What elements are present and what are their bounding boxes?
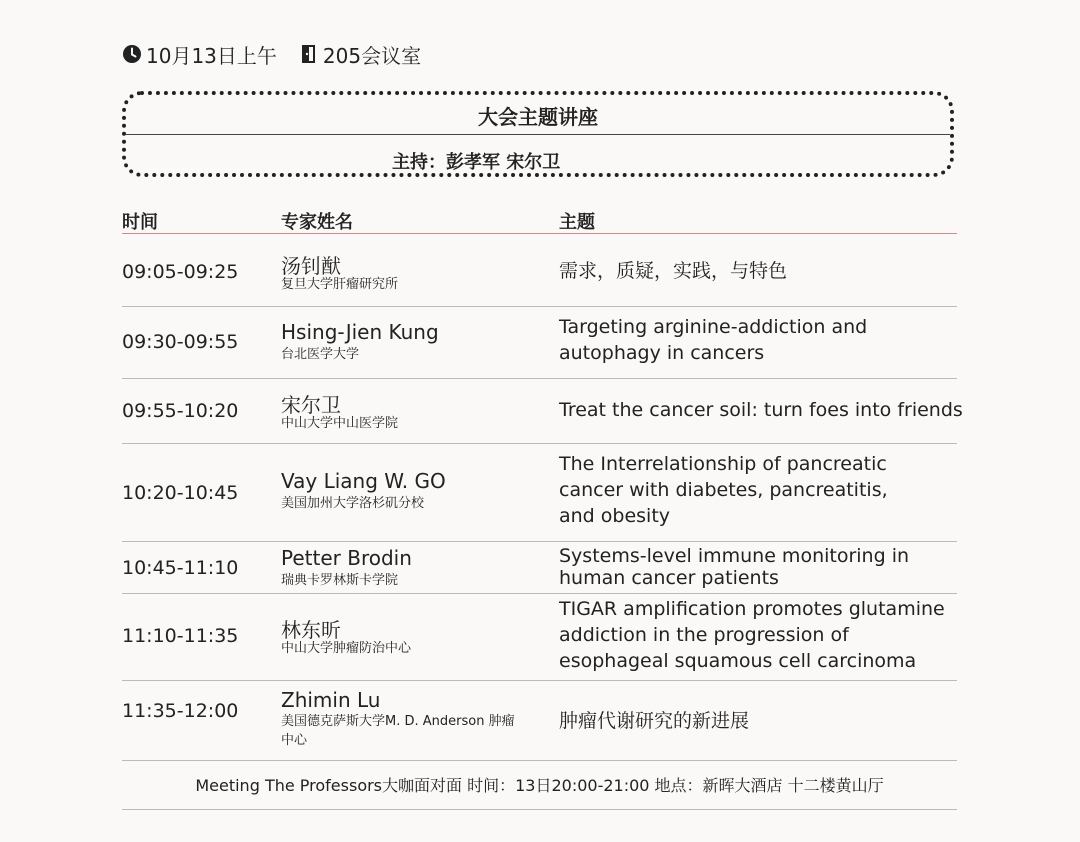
row-7-time: 11:35-12:00 (122, 700, 239, 722)
row-divider (122, 378, 957, 379)
row-3-speaker-name: 宋尔卫 (281, 393, 341, 417)
column-header-time: 时间 (122, 212, 158, 233)
row-3-topic: Treat the cancer soil: turn foes into friends (559, 399, 963, 421)
row-7-speaker-affiliation: 美国德克萨斯大学M. D. Anderson 肿瘤中心 (281, 714, 515, 748)
row-6-speaker-name: 林东昕 (281, 618, 341, 642)
row-1-speaker-name: 汤钊猷 (281, 254, 341, 278)
row-1-topic: 需求，质疑，实践，与特色 (559, 260, 788, 282)
row-2-topic: Targeting arginine-addiction and autophagy in cancers (559, 316, 868, 364)
row-5-speaker-name: Petter Brodin (281, 546, 412, 570)
row-6-speaker-affiliation: 中山大学肿瘤防治中心 (281, 641, 412, 656)
row-divider (122, 306, 957, 307)
row-4-topic: The Interrelationship of pancreatic cancer with diabetes, pancreatitis, and obesity (559, 453, 888, 527)
header-divider (122, 233, 957, 234)
session-hosts: 主持：彭孝军 宋尔卫 (392, 152, 561, 173)
row-6-time: 11:10-11:35 (122, 625, 239, 647)
door-icon (299, 44, 319, 64)
row-7-speaker-name: Zhimin Lu (281, 688, 381, 712)
row-divider (122, 760, 957, 761)
session-title: 大会主题讲座 (478, 105, 598, 129)
row-1-time: 09:05-09:25 (122, 261, 239, 283)
session-datetime: 10月13日上午 (146, 43, 277, 68)
row-1-speaker-affiliation: 复旦大学肝瘤研究所 (281, 277, 399, 292)
row-divider (122, 680, 957, 681)
row-4-speaker-affiliation: 美国加州大学洛杉矶分校 (281, 496, 425, 511)
row-4-time: 10:20-10:45 (122, 482, 239, 504)
column-header-topic: 主题 (559, 212, 595, 233)
row-4-speaker-name: Vay Liang W. GO (281, 469, 446, 493)
clock-icon (122, 44, 142, 64)
row-6-topic: TIGAR amplification promotes glutamine addiction in the progression of esophageal squamous cell carcinoma (559, 598, 945, 672)
row-3-speaker-affiliation: 中山大学中山医学院 (281, 416, 399, 431)
row-5-time: 10:45-11:10 (122, 557, 239, 579)
row-5-speaker-affiliation: 瑞典卡罗林斯卡学院 (281, 573, 399, 588)
footer-divider (122, 809, 957, 810)
session-header (122, 40, 421, 68)
column-header-speaker: 专家姓名 (281, 212, 353, 233)
row-2-speaker-affiliation: 台北医学大学 (281, 347, 360, 362)
row-divider (122, 593, 957, 594)
session-title-box (122, 91, 954, 177)
row-3-time: 09:55-10:20 (122, 400, 239, 422)
row-7-topic: 肿瘤代谢研究的新进展 (559, 710, 750, 732)
row-divider (122, 443, 957, 444)
row-2-time: 09:30-09:55 (122, 331, 239, 353)
title-divider (126, 134, 950, 135)
session-room: 205会议室 (322, 43, 422, 68)
row-5-topic: Systems-level immune monitoring in human cancer patients (559, 545, 910, 589)
row-2-speaker-name: Hsing-Jien Kung (281, 320, 439, 344)
meeting-the-professors-note: Meeting The Professors大咖面对面 时间：13日20:00-21:00 地点：新晖大酒店 十二楼黄山厅 (195, 776, 884, 795)
row-divider (122, 541, 957, 542)
